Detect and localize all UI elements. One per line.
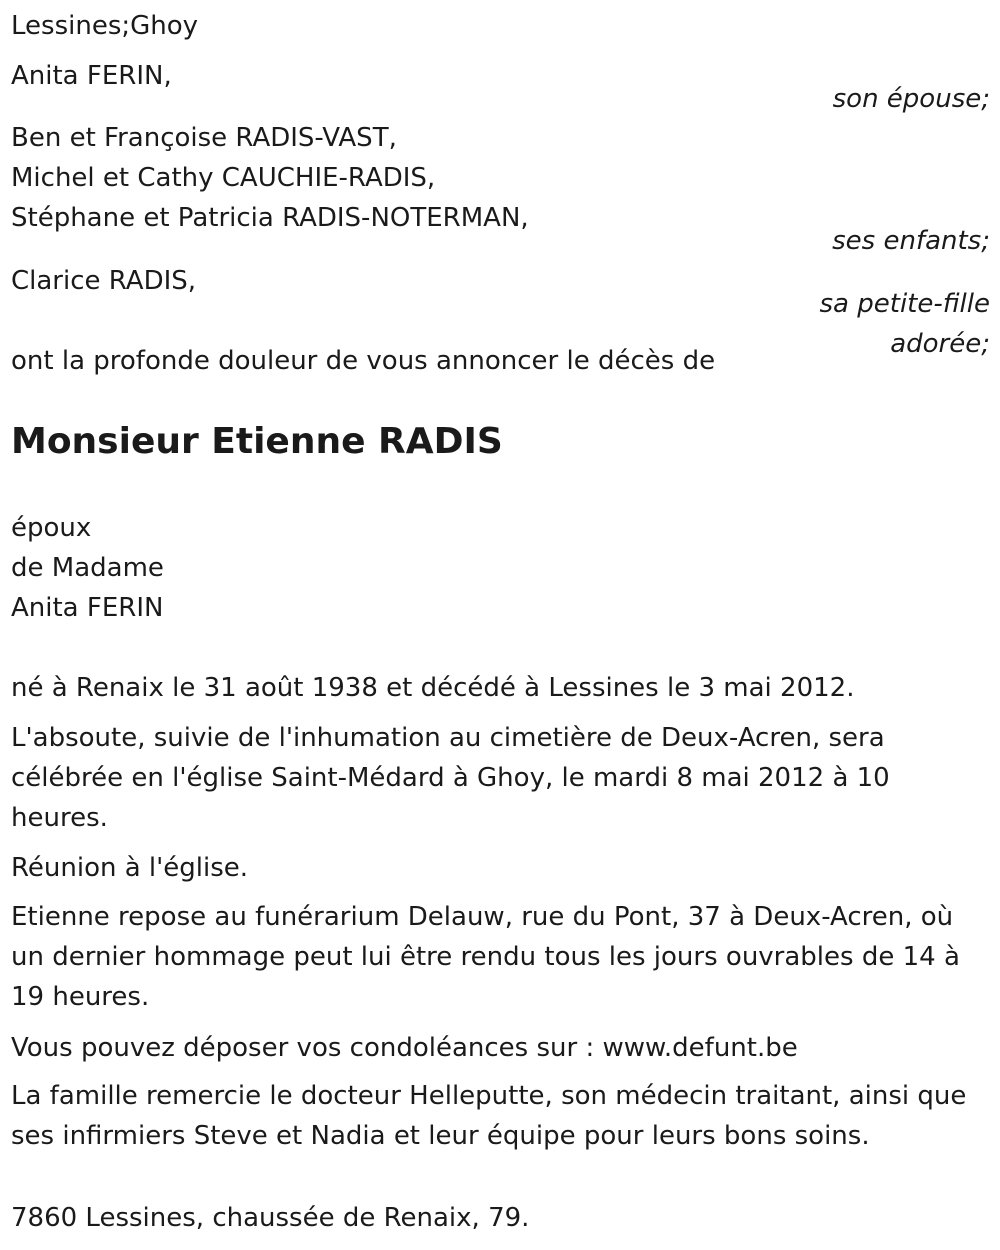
child-name-2: Michel et Cathy CAUCHIE-RADIS, [11,163,436,193]
relation-line-3: Anita FERIN [11,593,164,623]
granddaughter-name: Clarice RADIS, [11,266,197,296]
thanks-text: La famille remercie le docteur Helleputte, son médecin traitant, ainsi que ses infirmiers Steve et Nadia et leur équipe pour leurs bons soins. [11,1081,967,1151]
spouse-role: son épouse; [832,84,990,114]
child-name-3: Stéphane et Patricia RADIS-NOTERMAN, [11,203,529,233]
location-header: Lessines;Ghoy [11,11,199,41]
birth-death-text: né à Renaix le 31 août 1938 et décédé à Lessines le 3 mai 2012. [11,673,855,703]
deceased-name: Monsieur Etienne RADIS [11,421,503,462]
relation-line-1: époux [11,513,92,543]
funeral-home-text: Etienne repose au funérarium Delauw, rue du Pont, 37 à Deux-Acren, où un dernier hommage peut lui être rendu tous les jours ouvrables de 14 à 19 heures. [11,902,960,1012]
granddaughter-role-line-2: adorée; [890,329,990,359]
relation-line-2: de Madame [11,553,164,583]
announcement-text: ont la profonde douleur de vous annoncer le décès de [11,346,716,376]
children-role: ses enfants; [832,226,990,256]
spouse-name: Anita FERIN, [11,61,172,91]
meeting-text: Réunion à l'église. [11,853,249,883]
child-name-1: Ben et Françoise RADIS-VAST, [11,123,397,153]
address-text: 7860 Lessines, chaussée de Renaix, 79. [11,1203,530,1233]
ceremony-text: L'absoute, suivie de l'inhumation au cimetière de Deux-Acren, sera célébrée en l'église Saint-Médard à Ghoy, le mardi 8 mai 2012 à 10 heures. [11,723,890,833]
granddaughter-role-line-1: sa petite-fille [819,289,990,319]
condolences-text: Vous pouvez déposer vos condoléances sur : www.defunt.be [11,1033,798,1063]
